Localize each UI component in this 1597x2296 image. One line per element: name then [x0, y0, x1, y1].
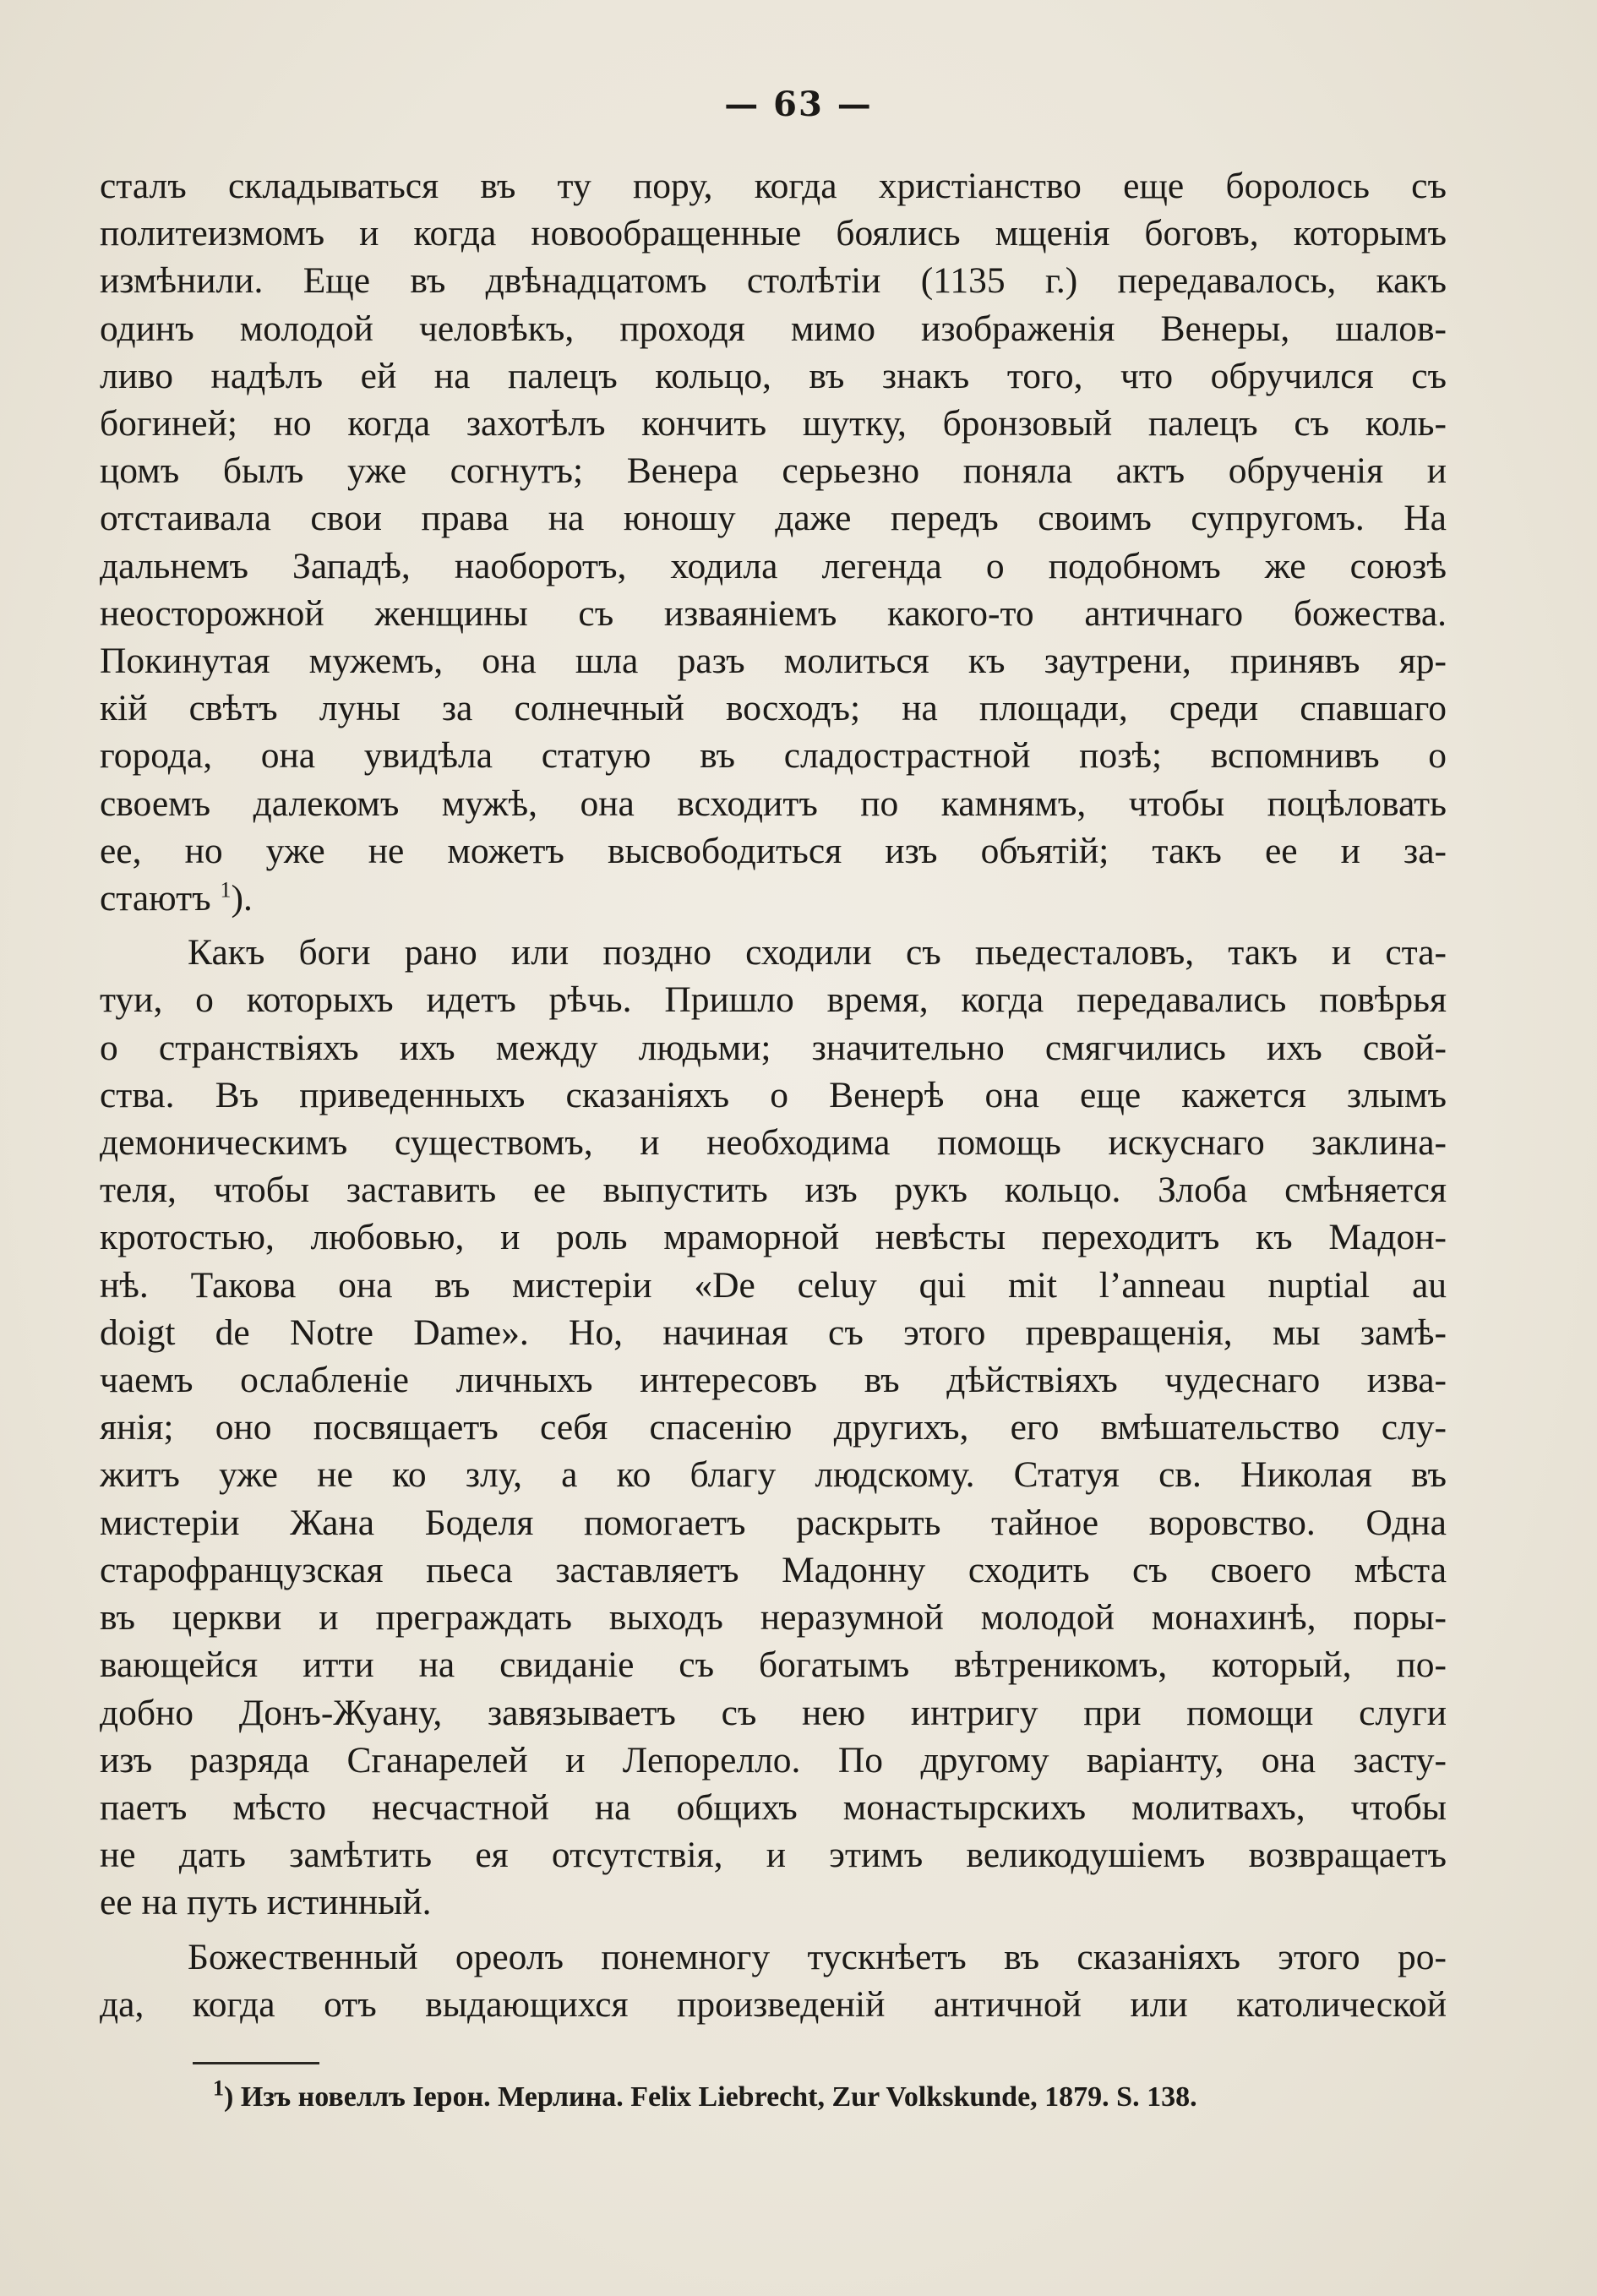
line-text: стаютъ	[100, 878, 211, 919]
text-line: въ церкви и преграждать выходъ неразумной молодой монахинѣ, поры-	[100, 1597, 1447, 1639]
text-line: ства. Въ приведенныхъ сказаніяхъ о Венерѣ она еще кажется злымъ	[100, 1074, 1447, 1115]
main-text	[100, 162, 1447, 2035]
text-line: богиней; но когда захотѣлъ кончить шутку, бронзовый палецъ съ коль-	[100, 403, 1447, 444]
paragraph	[100, 929, 1447, 1926]
text-line: Покинутая мужемъ, она шла разъ молиться къ заутрени, принявъ яр-	[100, 641, 1447, 682]
text-line: Божественный ореолъ понемногу тускнѣетъ въ сказаніяхъ этого ро-	[188, 1936, 1447, 1977]
text-line: не дать замѣтить ея отсутствія, и этимъ великодушіемъ возвращаетъ	[100, 1835, 1447, 1876]
text-line: политеизмомъ и когда новообращенные боялись мщенія боговъ, которымъ	[100, 213, 1447, 254]
text-line: паетъ мѣсто несчастной на общихъ монастырскихъ молитвахъ, чтобы	[100, 1786, 1447, 1828]
line-tail: ).	[231, 878, 253, 919]
text-line	[100, 875, 1447, 922]
text-line: да, когда отъ выдающихся произведеній античной или католической	[100, 1983, 1447, 2025]
text-line: нѣ. Такова она въ мистеріи «De celuy qui mit l’anneau nuptial au	[100, 1264, 1447, 1306]
text-line: изъ разряда Сганарелей и Лепорелло. По другому варіанту, она засту-	[100, 1739, 1447, 1781]
text-line: ливо надѣлъ ей на палецъ кольцо, въ знакъ того, что обручился съ	[100, 355, 1447, 396]
text-line: вающейся итти на свиданіе съ богатымъ вѣтреникомъ, который, по-	[100, 1644, 1447, 1686]
text-line: ее на путь истинный.	[100, 1882, 432, 1923]
text-line: дальнемъ Западѣ, наоборотъ, ходила легенда о подобномъ же союзѣ	[100, 545, 1447, 586]
text-line: кротостью, любовью, и роль мраморной невѣсты переходитъ къ Мадон-	[100, 1217, 1447, 1258]
text-line: ее, но уже не можетъ высвободиться изъ объятій; такъ ее и за-	[100, 830, 1447, 871]
text-line: города, она увидѣла статую въ сладострастной позѣ; вспомнивъ о	[100, 735, 1447, 777]
text-line: неосторожной женщины съ изваяніемъ какого-то античнаго божества.	[100, 592, 1447, 634]
text-line: мистеріи Жана Боделя помогаетъ раскрыть тайное воровство. Одна	[100, 1502, 1447, 1543]
footnote-text: ) Изъ новеллъ Іерон. Мерлина. Felix Liebrecht, Zur Volkskunde, 1879. S. 138.	[224, 2081, 1197, 2113]
text-line: чаемъ ослабленіе личныхъ интересовъ въ дѣйствіяхъ чудеснаго изва-	[100, 1360, 1447, 1401]
paragraph	[100, 1933, 1447, 2028]
text-line: старофранцузская пьеса заставляетъ Мадонну сходить съ своего мѣста	[100, 1549, 1447, 1590]
page-number: — 63 —	[724, 85, 873, 124]
text-line: Какъ боги рано или поздно сходили съ пьедесталовъ, такъ и ста-	[188, 932, 1447, 973]
text-line: демоническимъ существомъ, и необходима помощь искуснаго заклина-	[100, 1122, 1447, 1164]
footnote-marker: 1	[220, 877, 232, 903]
text-line: отстаивала свои права на юношу даже передъ своимъ супругомъ. На	[100, 498, 1447, 539]
text-line: теля, чтобы заставить ее выпустить изъ рукъ кольцо. Злоба смѣняется	[100, 1170, 1447, 1211]
text-line: своемъ далекомъ мужѣ, она всходитъ по камнямъ, чтобы поцѣловать	[100, 783, 1447, 824]
text-line: одинъ молодой человѣкъ, проходя мимо изображенія Венеры, шалов-	[100, 308, 1447, 349]
text-line: добно Донъ-Жуану, завязываетъ съ нею интригу при помощи слуги	[100, 1692, 1447, 1733]
paragraph	[100, 162, 1447, 922]
footnote	[213, 2077, 1463, 2118]
footnote-number: 1	[213, 2075, 224, 2101]
text-line: цомъ былъ уже согнутъ; Венера серьезно поняла актъ обрученія и	[100, 450, 1447, 492]
text-line: туи, о которыхъ идетъ рѣчь. Пришло время, когда передавались повѣрья	[100, 979, 1447, 1021]
text-line: измѣнили. Еще въ двѣнадцатомъ столѣтіи (1135 г.) передавалось, какъ	[100, 260, 1447, 302]
text-line: янія; оно посвящаетъ себя спасенію другихъ, его вмѣшательство слу-	[100, 1407, 1447, 1448]
text-line: doigt de Notre Dame». Но, начиная съ этого превращенія, мы замѣ-	[100, 1312, 1447, 1353]
text-line: житъ уже не ко злу, а ко благу людскому. Статуя св. Николая въ	[100, 1454, 1447, 1496]
text-line: сталъ складываться въ ту пору, когда христіанство еще боролось съ	[100, 166, 1447, 206]
text-line: кій свѣтъ луны за солнечный восходъ; на площади, среди спавшаго	[100, 688, 1447, 729]
footnote-divider	[193, 2062, 319, 2064]
text-line: о странствіяхъ ихъ между людьми; значительно смягчились ихъ свой-	[100, 1027, 1447, 1068]
